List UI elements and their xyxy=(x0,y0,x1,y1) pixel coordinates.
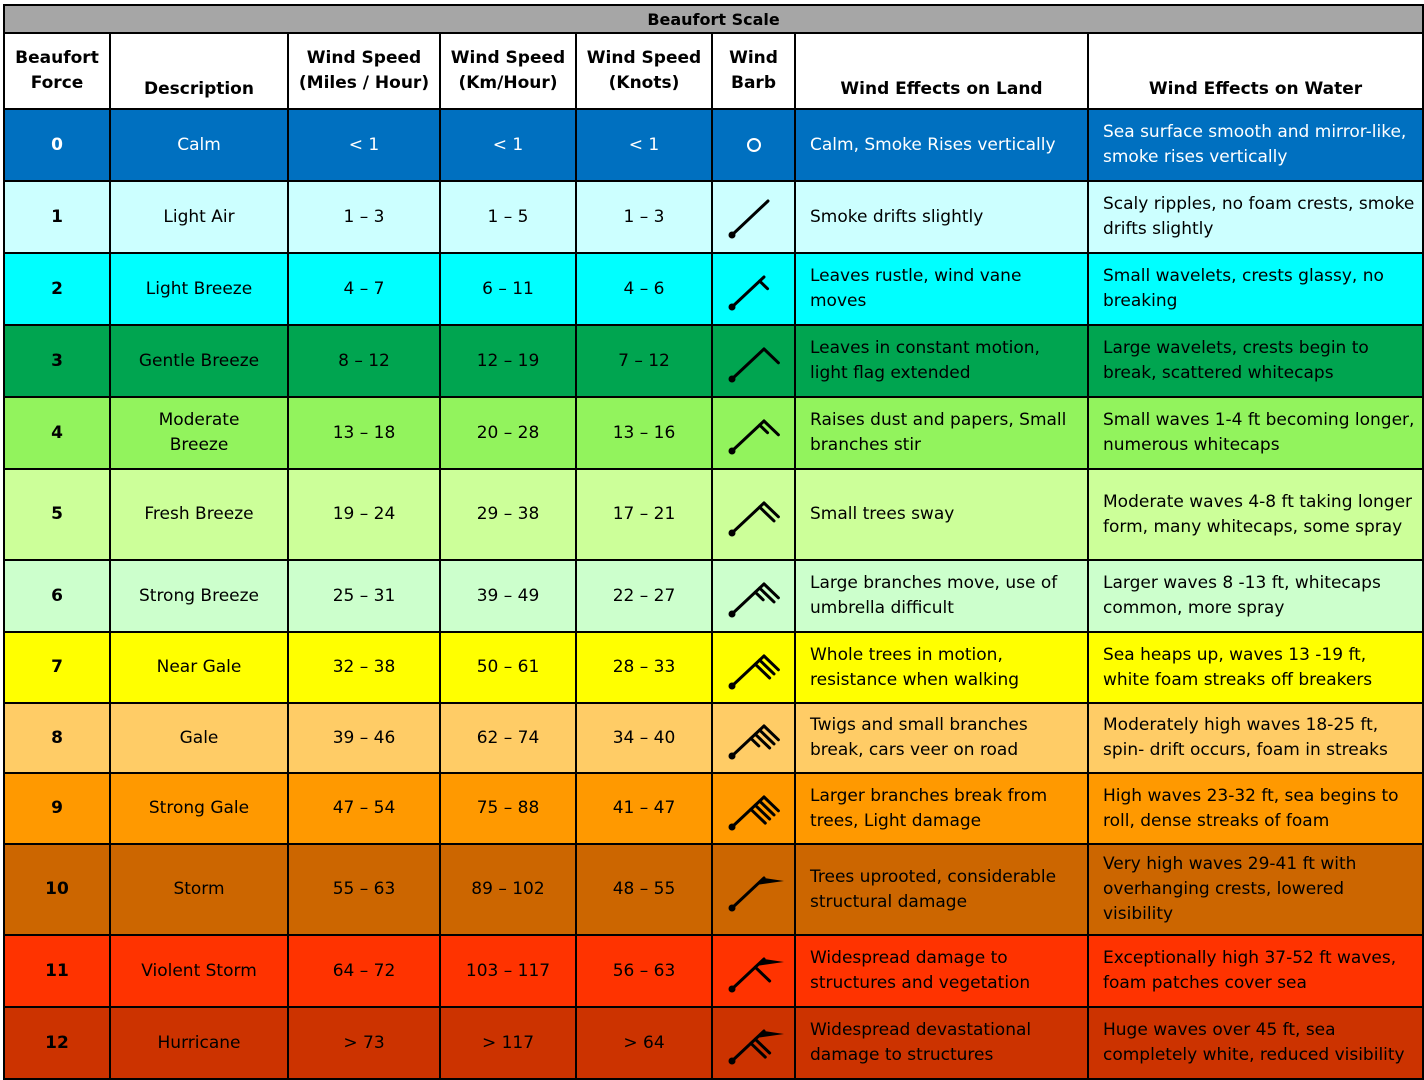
header-water: Wind Effects on Water xyxy=(1088,33,1423,109)
header-barb: Wind Barb xyxy=(712,33,795,109)
knots-cell: < 1 xyxy=(576,109,712,181)
barb-pennant-full-icon xyxy=(724,945,784,997)
kmh-cell: 6 – 11 xyxy=(440,253,576,325)
description-cell: Moderate Breeze xyxy=(110,397,288,469)
table-row xyxy=(4,325,1423,397)
header-description: Description xyxy=(110,33,288,109)
land-effects-cell: Widespread devastational damage to structures xyxy=(795,1007,1088,1079)
description-cell: Gale xyxy=(110,703,288,773)
description-cell: Gentle Breeze xyxy=(110,325,288,397)
mph-cell: 13 – 18 xyxy=(288,397,440,469)
barb-half-icon xyxy=(724,263,784,315)
water-effects-cell: Sea heaps up, waves 13 -19 ft, white foam streaks off breakers xyxy=(1088,632,1423,703)
table-row xyxy=(4,844,1423,935)
kmh-cell: > 117 xyxy=(440,1007,576,1079)
kmh-cell: 50 – 61 xyxy=(440,632,576,703)
wind-barb-cell xyxy=(712,397,795,469)
mph-cell: 4 – 7 xyxy=(288,253,440,325)
description-cell: Hurricane xyxy=(110,1007,288,1079)
kmh-cell: 62 – 74 xyxy=(440,703,576,773)
force-cell: 10 xyxy=(4,844,110,935)
table-row xyxy=(4,469,1423,560)
land-effects-cell: Widespread damage to structures and vegetation xyxy=(795,935,1088,1007)
force-cell: 1 xyxy=(4,181,110,253)
force-cell: 7 xyxy=(4,632,110,703)
mph-cell: 55 – 63 xyxy=(288,844,440,935)
water-effects-cell: Small wavelets, crests glassy, no breaking xyxy=(1088,253,1423,325)
water-effects-cell: Sea surface smooth and mirror-like, smoke rises vertically xyxy=(1088,109,1423,181)
mph-cell: 32 – 38 xyxy=(288,632,440,703)
kmh-cell: 20 – 28 xyxy=(440,397,576,469)
force-cell: 12 xyxy=(4,1007,110,1079)
barb-two-half-icon xyxy=(724,570,784,622)
land-effects-cell: Leaves rustle, wind vane moves xyxy=(795,253,1088,325)
knots-cell: 7 – 12 xyxy=(576,325,712,397)
water-effects-cell: High waves 23-32 ft, sea begins to roll, dense streaks of foam xyxy=(1088,773,1423,844)
water-effects-cell: Larger waves 8 -13 ft, whitecaps common, more spray xyxy=(1088,560,1423,632)
header-kmh: Wind Speed (Km/Hour) xyxy=(440,33,576,109)
mph-cell: 47 – 54 xyxy=(288,773,440,844)
description-cell: Storm xyxy=(110,844,288,935)
kmh-cell: 1 – 5 xyxy=(440,181,576,253)
table-row xyxy=(4,935,1423,1007)
table-row xyxy=(4,560,1423,632)
mph-cell: 25 – 31 xyxy=(288,560,440,632)
water-effects-cell: Exceptionally high 37-52 ft waves, foam patches cover sea xyxy=(1088,935,1423,1007)
table-row xyxy=(4,773,1423,844)
table-row xyxy=(4,253,1423,325)
wind-barb-cell xyxy=(712,844,795,935)
table-row xyxy=(4,632,1423,703)
knots-cell: 1 – 3 xyxy=(576,181,712,253)
land-effects-cell: Larger branches break from trees, Light damage xyxy=(795,773,1088,844)
table-row xyxy=(4,181,1423,253)
knots-cell: 13 – 16 xyxy=(576,397,712,469)
land-effects-cell: Small trees sway xyxy=(795,469,1088,560)
wind-barb-cell xyxy=(712,703,795,773)
wind-barb-cell xyxy=(712,325,795,397)
force-cell: 5 xyxy=(4,469,110,560)
water-effects-cell: Small waves 1-4 ft becoming longer, numerous whitecaps xyxy=(1088,397,1423,469)
knots-cell: 34 – 40 xyxy=(576,703,712,773)
kmh-cell: 103 – 117 xyxy=(440,935,576,1007)
water-effects-cell: Moderately high waves 18-25 ft, spin- drift occurs, foam in streaks xyxy=(1088,703,1423,773)
wind-barb-cell xyxy=(712,1007,795,1079)
land-effects-cell: Leaves in constant motion, light flag extended xyxy=(795,325,1088,397)
wind-barb-cell xyxy=(712,253,795,325)
mph-cell: 64 – 72 xyxy=(288,935,440,1007)
barb-three-half-icon xyxy=(724,712,784,764)
knots-cell: 28 – 33 xyxy=(576,632,712,703)
barb-pennant-two-full-icon xyxy=(724,1017,784,1069)
kmh-cell: 89 – 102 xyxy=(440,844,576,935)
mph-cell: 39 – 46 xyxy=(288,703,440,773)
knots-cell: 17 – 21 xyxy=(576,469,712,560)
wind-barb-cell xyxy=(712,109,795,181)
land-effects-cell: Twigs and small branches break, cars veer on road xyxy=(795,703,1088,773)
land-effects-cell: Raises dust and papers, Small branches stir xyxy=(795,397,1088,469)
water-effects-cell: Scaly ripples, no foam crests, smoke drifts slightly xyxy=(1088,181,1423,253)
wind-barb-cell xyxy=(712,181,795,253)
barb-four-full-icon xyxy=(724,783,784,835)
header-row xyxy=(4,33,1423,109)
kmh-cell: 12 – 19 xyxy=(440,325,576,397)
force-cell: 0 xyxy=(4,109,110,181)
header-force: Beaufort Force xyxy=(4,33,110,109)
table-row xyxy=(4,1007,1423,1079)
description-cell: Fresh Breeze xyxy=(110,469,288,560)
kmh-cell: < 1 xyxy=(440,109,576,181)
beaufort-scale-table-wrapper xyxy=(3,4,1422,1080)
barb-staff-icon xyxy=(724,191,784,243)
kmh-cell: 39 – 49 xyxy=(440,560,576,632)
force-cell: 2 xyxy=(4,253,110,325)
force-cell: 6 xyxy=(4,560,110,632)
barb-two-full-icon xyxy=(724,489,784,541)
mph-cell: 8 – 12 xyxy=(288,325,440,397)
mph-cell: 1 – 3 xyxy=(288,181,440,253)
description-cell: Strong Gale xyxy=(110,773,288,844)
kmh-cell: 29 – 38 xyxy=(440,469,576,560)
land-effects-cell: Large branches move, use of umbrella difficult xyxy=(795,560,1088,632)
barb-one-full-icon xyxy=(724,335,784,387)
mph-cell: 19 – 24 xyxy=(288,469,440,560)
force-cell: 11 xyxy=(4,935,110,1007)
knots-cell: 22 – 27 xyxy=(576,560,712,632)
wind-barb-cell xyxy=(712,773,795,844)
knots-cell: 56 – 63 xyxy=(576,935,712,1007)
force-cell: 3 xyxy=(4,325,110,397)
description-cell: Near Gale xyxy=(110,632,288,703)
wind-barb-cell xyxy=(712,632,795,703)
water-effects-cell: Moderate waves 4-8 ft taking longer form, many whitecaps, some spray xyxy=(1088,469,1423,560)
knots-cell: 48 – 55 xyxy=(576,844,712,935)
knots-cell: > 64 xyxy=(576,1007,712,1079)
force-cell: 9 xyxy=(4,773,110,844)
knots-cell: 41 – 47 xyxy=(576,773,712,844)
table-title: Beaufort Scale xyxy=(4,5,1423,33)
kmh-cell: 75 – 88 xyxy=(440,773,576,844)
header-mph: Wind Speed (Miles / Hour) xyxy=(288,33,440,109)
force-cell: 4 xyxy=(4,397,110,469)
land-effects-cell: Smoke drifts slightly xyxy=(795,181,1088,253)
barb-three-full-icon xyxy=(724,642,784,694)
land-effects-cell: Trees uprooted, considerable structural damage xyxy=(795,844,1088,935)
water-effects-cell: Large wavelets, crests begin to break, scattered whitecaps xyxy=(1088,325,1423,397)
description-cell: Light Breeze xyxy=(110,253,288,325)
description-cell: Strong Breeze xyxy=(110,560,288,632)
table-row xyxy=(4,109,1423,181)
description-cell: Violent Storm xyxy=(110,935,288,1007)
header-knots: Wind Speed (Knots) xyxy=(576,33,712,109)
description-cell: Calm xyxy=(110,109,288,181)
header-land: Wind Effects on Land xyxy=(795,33,1088,109)
table-body xyxy=(4,109,1423,1079)
mph-cell: > 73 xyxy=(288,1007,440,1079)
wind-barb-cell xyxy=(712,935,795,1007)
calm-circle-icon xyxy=(724,119,784,171)
barb-pennant-icon xyxy=(724,864,784,916)
table-row xyxy=(4,703,1423,773)
knots-cell: 4 – 6 xyxy=(576,253,712,325)
description-cell: Light Air xyxy=(110,181,288,253)
mph-cell: < 1 xyxy=(288,109,440,181)
water-effects-cell: Huge waves over 45 ft, sea completely white, reduced visibility xyxy=(1088,1007,1423,1079)
beaufort-scale-table xyxy=(3,4,1424,1080)
wind-barb-cell xyxy=(712,469,795,560)
land-effects-cell: Whole trees in motion, resistance when walking xyxy=(795,632,1088,703)
wind-barb-cell xyxy=(712,560,795,632)
table-row xyxy=(4,397,1423,469)
water-effects-cell: Very high waves 29-41 ft with overhanging crests, lowered visibility xyxy=(1088,844,1423,935)
land-effects-cell: Calm, Smoke Rises vertically xyxy=(795,109,1088,181)
force-cell: 8 xyxy=(4,703,110,773)
barb-one-half-icon xyxy=(724,407,784,459)
